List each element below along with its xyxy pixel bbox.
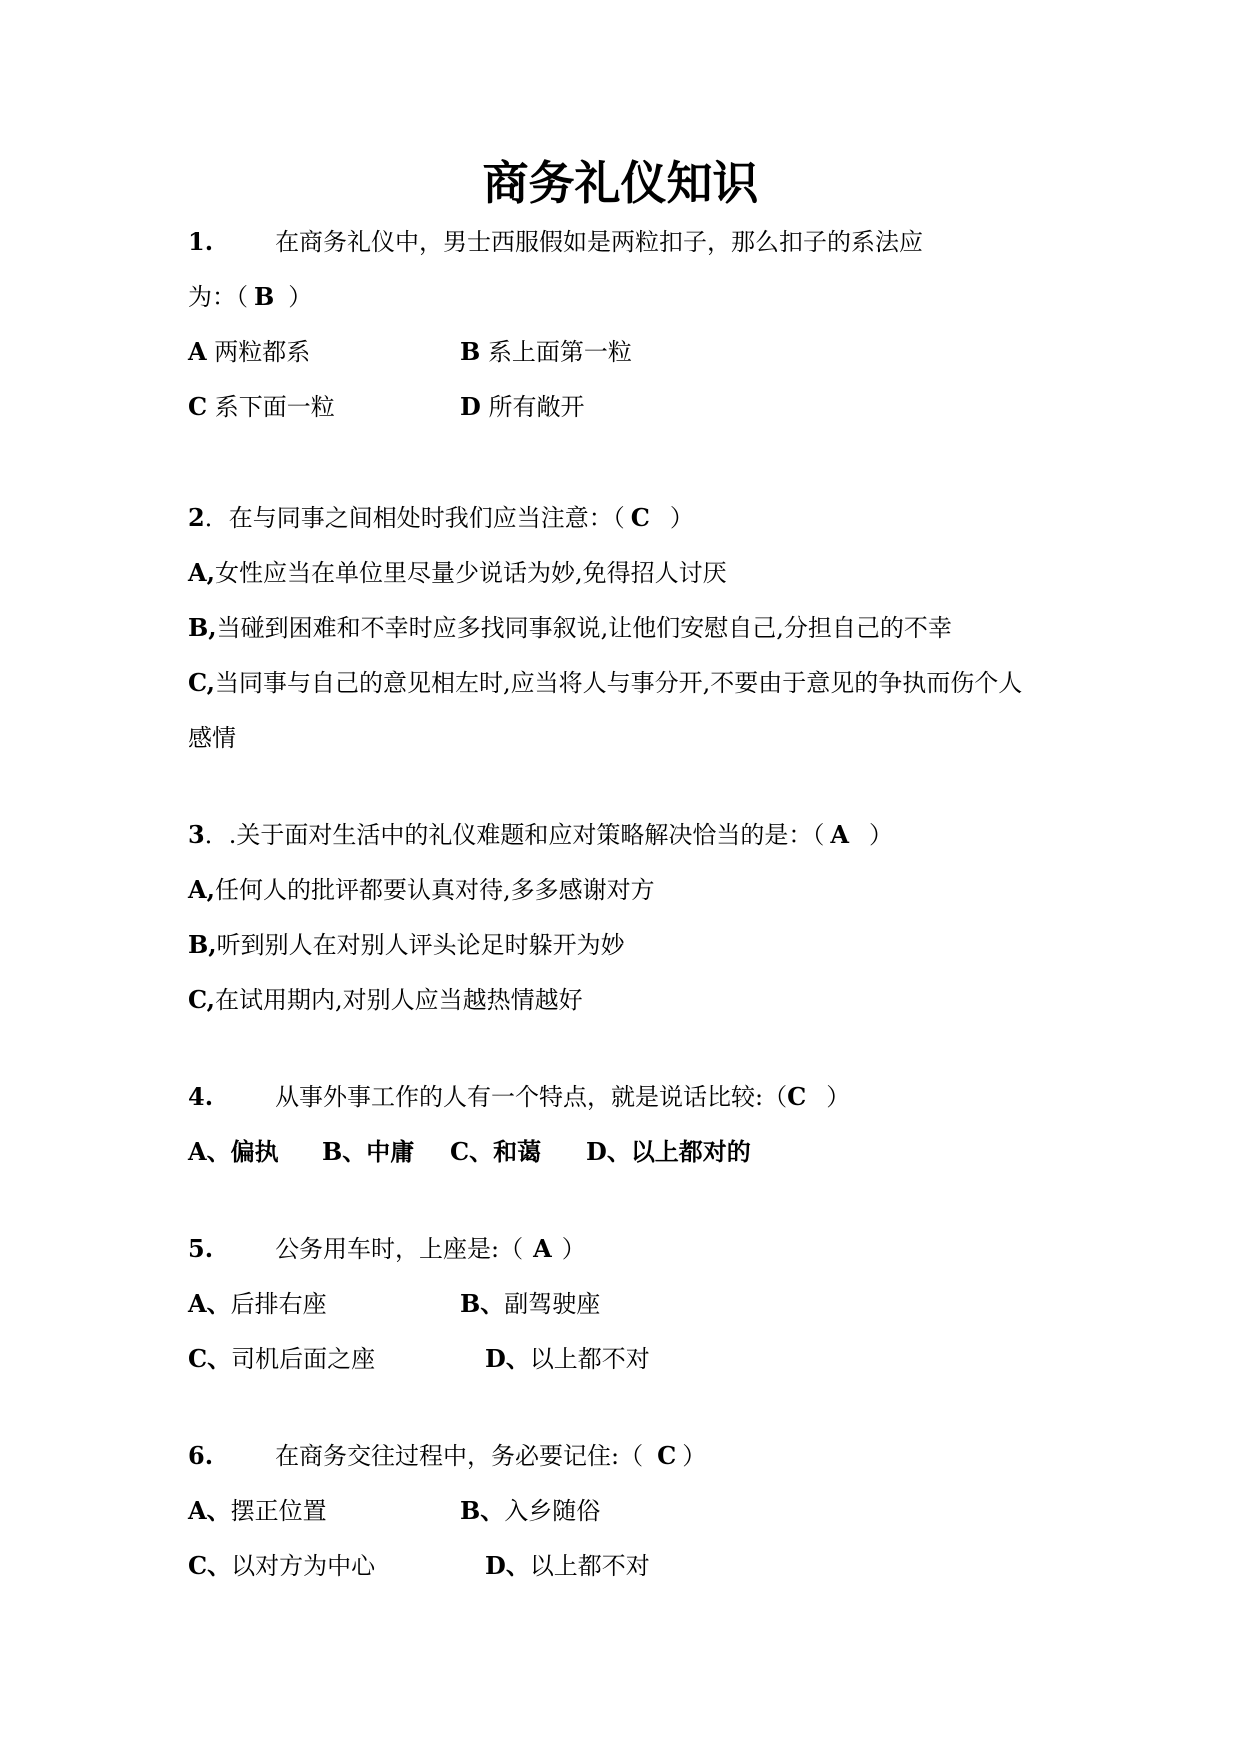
option-letter: D、 <box>485 1344 530 1373</box>
option-letter: A、 <box>188 1496 231 1525</box>
option-b <box>460 1496 600 1526</box>
question-3 <box>188 820 893 850</box>
option-d <box>485 1344 650 1374</box>
answer: C <box>630 503 650 532</box>
option-text: 听到别人在对别人评头论足时躲开为妙 <box>216 931 625 959</box>
question-1 <box>188 227 923 257</box>
question-4 <box>188 1082 850 1112</box>
question-number: 5. <box>188 1234 214 1263</box>
option-text: 偏执 <box>230 1137 279 1166</box>
option-b <box>460 337 632 367</box>
option-text: 当碰到困难和不幸时应多找同事叙说,让他们安慰自己,分担自己的不幸 <box>216 614 952 642</box>
option-c <box>188 392 335 422</box>
option-letter: C, <box>188 985 216 1014</box>
option-text: 两粒都系 <box>214 338 311 366</box>
answer-close: ） <box>669 504 694 532</box>
question-text: 在商务礼仪中，男士西服假如是两粒扣子，那么扣子的系法应 <box>275 228 924 256</box>
question-1-cont <box>188 282 312 312</box>
option-letter: A、 <box>188 1137 231 1166</box>
option-letter: B、 <box>460 1289 505 1318</box>
option-a <box>188 1137 279 1167</box>
option-text: 系上面第一粒 <box>487 338 632 366</box>
answer: A <box>830 820 849 849</box>
option-letter: B、 <box>460 1496 505 1525</box>
answer: A <box>533 1234 552 1263</box>
option-letter: A, <box>188 875 215 904</box>
option-b <box>322 1137 414 1167</box>
option-a <box>188 558 727 588</box>
option-c <box>450 1137 541 1167</box>
option-a <box>188 1289 327 1319</box>
option-text: 副驾驶座 <box>504 1290 601 1318</box>
option-letter: C、 <box>188 1551 232 1580</box>
question-text: 在商务交往过程中，务必要记住:（ <box>275 1442 644 1470</box>
option-a <box>188 337 310 367</box>
question-text: 从事外事工作的人有一个特点，就是说话比较:（ <box>275 1083 788 1111</box>
option-d <box>485 1551 650 1581</box>
option-c <box>188 1551 375 1581</box>
option-letter: A <box>188 337 207 366</box>
option-text: 在试用期内,对别人应当越热情越好 <box>215 986 583 1014</box>
option-text: 司机后面之座 <box>231 1345 376 1373</box>
question-number: 6. <box>188 1441 214 1470</box>
option-text: 感情 <box>188 724 236 752</box>
option-text: 以上都不对 <box>529 1552 650 1580</box>
answer-close: ） <box>682 1442 707 1470</box>
option-letter: C <box>188 392 208 421</box>
question-number: 4. <box>188 1082 214 1111</box>
option-text: 所有敞开 <box>488 393 585 421</box>
option-text: 和蔼 <box>493 1137 542 1166</box>
option-c <box>188 668 1022 698</box>
option-text: 系下面一粒 <box>214 393 335 421</box>
option-c <box>188 985 583 1015</box>
option-c <box>188 1344 375 1374</box>
answer-close: ） <box>288 283 313 311</box>
option-b <box>188 930 625 960</box>
question-6 <box>188 1441 706 1471</box>
question-number: 3 <box>188 820 205 849</box>
question-text: ．在与同事之间相处时我们应当注意：（ <box>204 504 625 532</box>
option-letter: D、 <box>485 1551 530 1580</box>
question-number: 2 <box>188 503 205 532</box>
option-text: 以上都不对 <box>529 1345 650 1373</box>
question-text: 公务用车时，上座是:（ <box>275 1235 524 1263</box>
answer: C <box>657 1441 677 1470</box>
question-5 <box>188 1234 586 1264</box>
answer-close: ） <box>868 821 893 849</box>
option-a <box>188 875 655 905</box>
option-letter: A、 <box>188 1289 231 1318</box>
question-text-cont: 为：（ <box>188 283 248 311</box>
option-c-cont <box>188 723 236 753</box>
option-text: 摆正位置 <box>230 1497 327 1525</box>
option-text: 任何人的批评都要认真对待,多多感谢对方 <box>214 876 655 904</box>
option-text: 女性应当在单位里尽量少说话为妙,免得招人讨厌 <box>214 559 727 587</box>
option-letter: D <box>460 392 481 421</box>
option-letter: C、 <box>188 1344 232 1373</box>
option-letter: C, <box>188 668 216 697</box>
option-letter: A, <box>188 558 215 587</box>
option-letter: B <box>460 337 481 366</box>
option-letter: B, <box>188 930 217 959</box>
option-text: 当同事与自己的意见相左时,应当将人与事分开,不要由于意见的争执而伤个人 <box>215 669 1023 697</box>
option-letter: B, <box>188 613 217 642</box>
answer: B <box>254 282 275 311</box>
option-text: 中庸 <box>366 1137 415 1166</box>
option-letter: C、 <box>450 1137 494 1166</box>
question-text: ．.关于面对生活中的礼仪难题和应对策略解决恰当的是：（ <box>204 821 825 849</box>
question-number: 1. <box>188 227 214 256</box>
option-text: 以对方为中心 <box>231 1552 376 1580</box>
answer-close: ） <box>826 1083 851 1111</box>
answer: C <box>787 1082 807 1111</box>
option-b <box>460 1289 600 1319</box>
option-text: 以上都对的 <box>630 1137 751 1166</box>
option-d <box>586 1137 751 1167</box>
option-letter: D、 <box>586 1137 631 1166</box>
option-text: 入乡随俗 <box>504 1497 601 1525</box>
option-text: 后排右座 <box>230 1290 327 1318</box>
option-d <box>460 392 584 422</box>
document-title: 商务礼仪知识 <box>482 156 759 210</box>
option-letter: B、 <box>322 1137 367 1166</box>
question-2 <box>188 503 694 533</box>
option-a <box>188 1496 327 1526</box>
answer-close: ） <box>561 1235 586 1263</box>
option-b <box>188 613 952 643</box>
